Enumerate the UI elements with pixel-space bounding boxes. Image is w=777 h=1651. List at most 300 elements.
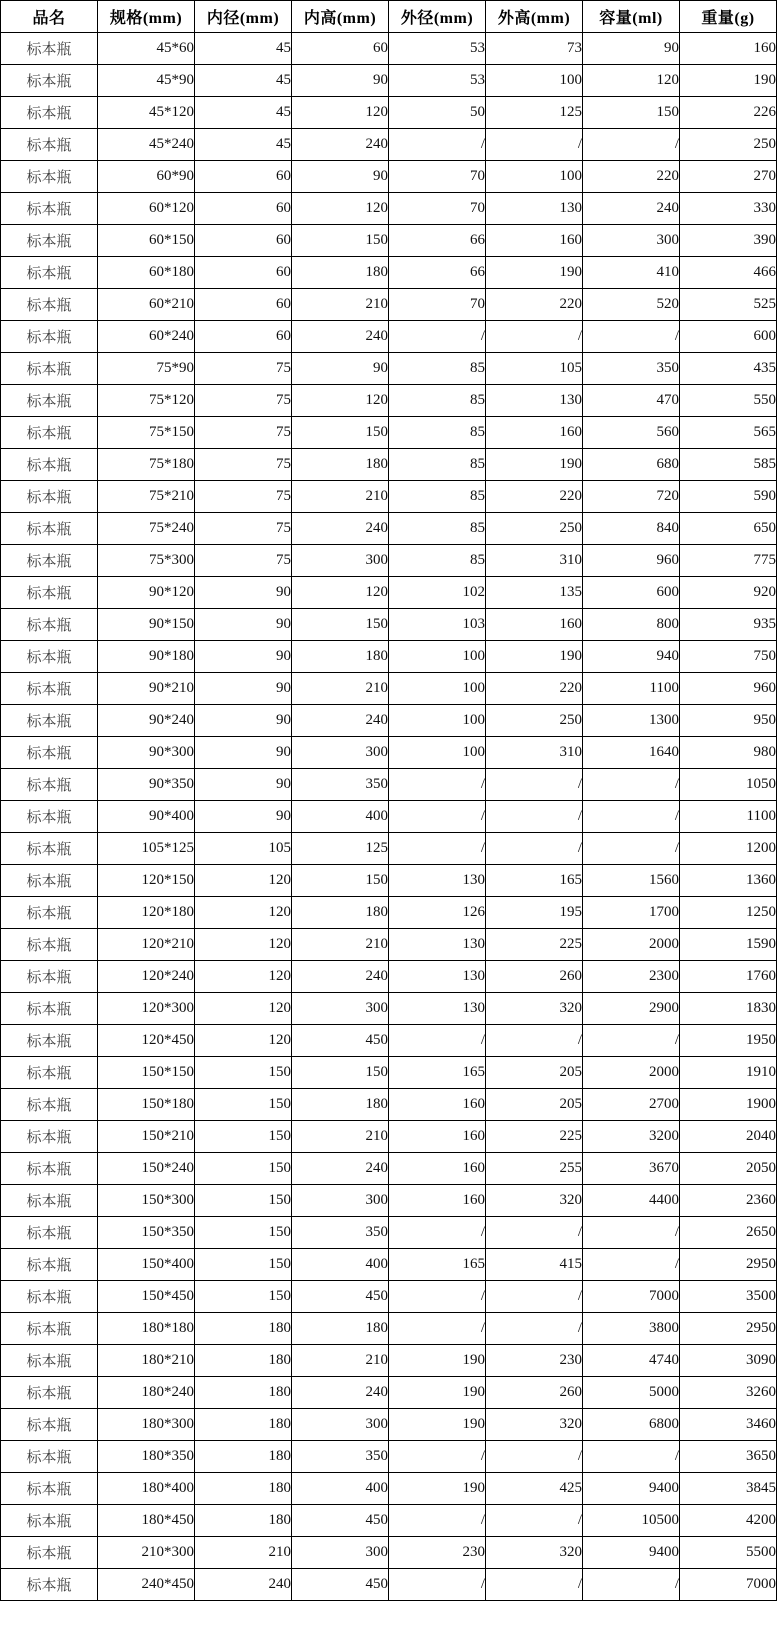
value-cell: 150: [292, 1057, 389, 1089]
value-cell: 210: [195, 1537, 292, 1569]
table-row: [1, 801, 777, 833]
value-cell: 470: [583, 385, 680, 417]
value-cell: 2360: [680, 1185, 777, 1217]
table-row: [1, 1569, 777, 1601]
value-cell: 260: [486, 1377, 583, 1409]
value-cell: 160: [389, 1121, 486, 1153]
table-row: [1, 289, 777, 321]
table-row: [1, 577, 777, 609]
value-cell: 600: [583, 577, 680, 609]
value-cell: 73: [486, 33, 583, 65]
product-name-cell: 标本瓶: [1, 833, 98, 865]
value-cell: 120*180: [98, 897, 195, 929]
value-cell: 565: [680, 417, 777, 449]
value-cell: 205: [486, 1089, 583, 1121]
value-cell: 6800: [583, 1409, 680, 1441]
value-cell: 150*150: [98, 1057, 195, 1089]
value-cell: 120: [195, 961, 292, 993]
value-cell: 450: [292, 1025, 389, 1057]
value-cell: 75*300: [98, 545, 195, 577]
value-cell: 3650: [680, 1441, 777, 1473]
value-cell: /: [486, 1281, 583, 1313]
product-name-cell: 标本瓶: [1, 225, 98, 257]
value-cell: 75: [195, 513, 292, 545]
product-name-cell: 标本瓶: [1, 769, 98, 801]
value-cell: 60: [195, 193, 292, 225]
value-cell: 3090: [680, 1345, 777, 1377]
value-cell: 90: [292, 161, 389, 193]
value-cell: 90: [195, 577, 292, 609]
value-cell: /: [583, 1025, 680, 1057]
value-cell: 2300: [583, 961, 680, 993]
value-cell: 2050: [680, 1153, 777, 1185]
value-cell: 320: [486, 1537, 583, 1569]
value-cell: 75*150: [98, 417, 195, 449]
product-name-cell: 标本瓶: [1, 1377, 98, 1409]
product-name-cell: 标本瓶: [1, 1409, 98, 1441]
value-cell: 45*60: [98, 33, 195, 65]
product-name-cell: 标本瓶: [1, 1441, 98, 1473]
value-cell: 190: [680, 65, 777, 97]
value-cell: 160: [389, 1185, 486, 1217]
value-cell: 60: [195, 289, 292, 321]
table-row: [1, 865, 777, 897]
table-row: [1, 257, 777, 289]
value-cell: 585: [680, 449, 777, 481]
product-name-cell: 标本瓶: [1, 545, 98, 577]
table-row: [1, 1313, 777, 1345]
value-cell: 310: [486, 545, 583, 577]
table-row: [1, 769, 777, 801]
value-cell: 180*180: [98, 1313, 195, 1345]
value-cell: 240: [292, 1377, 389, 1409]
table-row: [1, 513, 777, 545]
value-cell: /: [389, 321, 486, 353]
value-cell: 125: [292, 833, 389, 865]
value-cell: 150*400: [98, 1249, 195, 1281]
value-cell: 180: [292, 897, 389, 929]
value-cell: 180: [195, 1377, 292, 1409]
col-header-inner-height: 内高(mm): [292, 1, 389, 33]
col-header-inner-diameter: 内径(mm): [195, 1, 292, 33]
value-cell: 100: [389, 705, 486, 737]
value-cell: /: [583, 321, 680, 353]
product-name-cell: 标本瓶: [1, 961, 98, 993]
table-row: [1, 321, 777, 353]
value-cell: 180*450: [98, 1505, 195, 1537]
value-cell: 180*210: [98, 1345, 195, 1377]
value-cell: 560: [583, 417, 680, 449]
value-cell: 1200: [680, 833, 777, 865]
value-cell: 300: [292, 545, 389, 577]
product-name-cell: 标本瓶: [1, 257, 98, 289]
value-cell: 66: [389, 225, 486, 257]
value-cell: 130: [486, 193, 583, 225]
value-cell: 300: [292, 993, 389, 1025]
value-cell: /: [389, 801, 486, 833]
table-row: [1, 961, 777, 993]
product-name-cell: 标本瓶: [1, 577, 98, 609]
product-name-cell: 标本瓶: [1, 481, 98, 513]
value-cell: 1360: [680, 865, 777, 897]
value-cell: 120*210: [98, 929, 195, 961]
table-row: [1, 1505, 777, 1537]
value-cell: 300: [292, 737, 389, 769]
value-cell: 250: [486, 513, 583, 545]
value-cell: 120*450: [98, 1025, 195, 1057]
value-cell: 210: [292, 1121, 389, 1153]
product-name-cell: 标本瓶: [1, 993, 98, 1025]
value-cell: 53: [389, 65, 486, 97]
value-cell: 90: [195, 609, 292, 641]
value-cell: /: [389, 1281, 486, 1313]
value-cell: 225: [486, 1121, 583, 1153]
value-cell: 240: [292, 705, 389, 737]
product-name-cell: 标本瓶: [1, 929, 98, 961]
value-cell: /: [583, 1217, 680, 1249]
value-cell: 60: [195, 257, 292, 289]
value-cell: 75: [195, 449, 292, 481]
value-cell: 2650: [680, 1217, 777, 1249]
value-cell: 400: [292, 1249, 389, 1281]
product-name-cell: 标本瓶: [1, 1121, 98, 1153]
value-cell: /: [389, 1313, 486, 1345]
value-cell: 180*350: [98, 1441, 195, 1473]
value-cell: 1050: [680, 769, 777, 801]
value-cell: 300: [583, 225, 680, 257]
value-cell: 120: [195, 865, 292, 897]
value-cell: 150: [195, 1121, 292, 1153]
table-row: [1, 1537, 777, 1569]
value-cell: 90: [292, 65, 389, 97]
product-name-cell: 标本瓶: [1, 641, 98, 673]
value-cell: 90*210: [98, 673, 195, 705]
value-cell: 70: [389, 161, 486, 193]
value-cell: 240: [292, 961, 389, 993]
value-cell: 400: [292, 801, 389, 833]
value-cell: 90: [292, 353, 389, 385]
value-cell: 220: [583, 161, 680, 193]
table-row: [1, 193, 777, 225]
value-cell: /: [486, 1441, 583, 1473]
value-cell: 180: [292, 449, 389, 481]
value-cell: 310: [486, 737, 583, 769]
table-row: [1, 1121, 777, 1153]
value-cell: 240: [195, 1569, 292, 1601]
value-cell: 75*90: [98, 353, 195, 385]
product-name-cell: 标本瓶: [1, 321, 98, 353]
value-cell: /: [486, 129, 583, 161]
value-cell: 45*240: [98, 129, 195, 161]
value-cell: 120: [195, 929, 292, 961]
value-cell: 165: [486, 865, 583, 897]
table-row: [1, 97, 777, 129]
col-header-product: 品名: [1, 1, 98, 33]
value-cell: 980: [680, 737, 777, 769]
value-cell: 45: [195, 129, 292, 161]
table-row: [1, 481, 777, 513]
product-name-cell: 标本瓶: [1, 33, 98, 65]
value-cell: 165: [389, 1057, 486, 1089]
value-cell: 240: [292, 513, 389, 545]
value-cell: 103: [389, 609, 486, 641]
value-cell: 102: [389, 577, 486, 609]
value-cell: 60*240: [98, 321, 195, 353]
value-cell: 590: [680, 481, 777, 513]
value-cell: 160: [486, 609, 583, 641]
value-cell: 180: [195, 1345, 292, 1377]
value-cell: 190: [389, 1473, 486, 1505]
value-cell: 10500: [583, 1505, 680, 1537]
product-name-cell: 标本瓶: [1, 1537, 98, 1569]
value-cell: 70: [389, 289, 486, 321]
value-cell: 3845: [680, 1473, 777, 1505]
value-cell: 100: [389, 641, 486, 673]
value-cell: 90: [195, 705, 292, 737]
product-name-cell: 标本瓶: [1, 1345, 98, 1377]
value-cell: 550: [680, 385, 777, 417]
value-cell: 220: [486, 673, 583, 705]
product-name-cell: 标本瓶: [1, 801, 98, 833]
value-cell: 100: [486, 65, 583, 97]
value-cell: 45*90: [98, 65, 195, 97]
value-cell: 120*240: [98, 961, 195, 993]
value-cell: 520: [583, 289, 680, 321]
value-cell: 240: [583, 193, 680, 225]
col-header-spec: 规格(mm): [98, 1, 195, 33]
value-cell: /: [389, 1505, 486, 1537]
value-cell: 75*180: [98, 449, 195, 481]
value-cell: 150*300: [98, 1185, 195, 1217]
value-cell: 205: [486, 1057, 583, 1089]
value-cell: 525: [680, 289, 777, 321]
value-cell: 720: [583, 481, 680, 513]
value-cell: 90*350: [98, 769, 195, 801]
value-cell: 85: [389, 481, 486, 513]
value-cell: /: [486, 1313, 583, 1345]
value-cell: 7000: [583, 1281, 680, 1313]
value-cell: /: [389, 1217, 486, 1249]
table-row: [1, 929, 777, 961]
product-name-cell: 标本瓶: [1, 1505, 98, 1537]
table-row: [1, 449, 777, 481]
value-cell: 150*350: [98, 1217, 195, 1249]
value-cell: 1830: [680, 993, 777, 1025]
value-cell: 150: [195, 1217, 292, 1249]
value-cell: 350: [583, 353, 680, 385]
value-cell: 90: [195, 769, 292, 801]
product-name-cell: 标本瓶: [1, 1281, 98, 1313]
value-cell: 5500: [680, 1537, 777, 1569]
value-cell: 190: [389, 1409, 486, 1441]
product-name-cell: 标本瓶: [1, 1473, 98, 1505]
value-cell: 940: [583, 641, 680, 673]
value-cell: 85: [389, 545, 486, 577]
value-cell: 60*210: [98, 289, 195, 321]
table-row: [1, 161, 777, 193]
value-cell: 450: [292, 1505, 389, 1537]
product-name-cell: 标本瓶: [1, 385, 98, 417]
value-cell: 800: [583, 609, 680, 641]
table-row: [1, 417, 777, 449]
product-name-cell: 标本瓶: [1, 289, 98, 321]
value-cell: 120: [195, 1025, 292, 1057]
value-cell: 300: [292, 1185, 389, 1217]
value-cell: 1590: [680, 929, 777, 961]
value-cell: 150: [292, 225, 389, 257]
table-row: [1, 1153, 777, 1185]
value-cell: /: [486, 1569, 583, 1601]
product-name-cell: 标本瓶: [1, 1185, 98, 1217]
product-name-cell: 标本瓶: [1, 1025, 98, 1057]
value-cell: 320: [486, 1409, 583, 1441]
value-cell: /: [583, 833, 680, 865]
product-name-cell: 标本瓶: [1, 897, 98, 929]
value-cell: 125: [486, 97, 583, 129]
value-cell: /: [583, 769, 680, 801]
value-cell: 120*150: [98, 865, 195, 897]
value-cell: 2900: [583, 993, 680, 1025]
value-cell: 90*300: [98, 737, 195, 769]
value-cell: /: [486, 1217, 583, 1249]
value-cell: 2040: [680, 1121, 777, 1153]
value-cell: 330: [680, 193, 777, 225]
value-cell: 45: [195, 65, 292, 97]
table-row: [1, 897, 777, 929]
value-cell: 150: [195, 1249, 292, 1281]
value-cell: 450: [292, 1281, 389, 1313]
value-cell: 220: [486, 481, 583, 513]
value-cell: 105*125: [98, 833, 195, 865]
value-cell: 226: [680, 97, 777, 129]
value-cell: 60: [195, 321, 292, 353]
value-cell: 120: [195, 993, 292, 1025]
value-cell: 150: [195, 1185, 292, 1217]
value-cell: 90: [583, 33, 680, 65]
value-cell: 3800: [583, 1313, 680, 1345]
value-cell: 150: [195, 1281, 292, 1313]
value-cell: 210: [292, 673, 389, 705]
value-cell: 190: [486, 641, 583, 673]
value-cell: 3670: [583, 1153, 680, 1185]
value-cell: 126: [389, 897, 486, 929]
value-cell: 600: [680, 321, 777, 353]
value-cell: 150*180: [98, 1089, 195, 1121]
value-cell: 840: [583, 513, 680, 545]
value-cell: 4400: [583, 1185, 680, 1217]
product-name-cell: 标本瓶: [1, 1089, 98, 1121]
table-row: [1, 1345, 777, 1377]
value-cell: /: [389, 1569, 486, 1601]
table-row: [1, 705, 777, 737]
value-cell: 105: [486, 353, 583, 385]
product-name-cell: 标本瓶: [1, 1313, 98, 1345]
value-cell: 230: [389, 1537, 486, 1569]
value-cell: 2700: [583, 1089, 680, 1121]
value-cell: 60*90: [98, 161, 195, 193]
value-cell: 240: [292, 321, 389, 353]
value-cell: 85: [389, 353, 486, 385]
value-cell: 100: [389, 737, 486, 769]
product-name-cell: 标本瓶: [1, 65, 98, 97]
value-cell: 180: [195, 1409, 292, 1441]
value-cell: 220: [486, 289, 583, 321]
value-cell: 2000: [583, 929, 680, 961]
product-name-cell: 标本瓶: [1, 1569, 98, 1601]
value-cell: 210: [292, 929, 389, 961]
value-cell: 350: [292, 769, 389, 801]
value-cell: /: [583, 129, 680, 161]
value-cell: 4200: [680, 1505, 777, 1537]
table-row: [1, 673, 777, 705]
value-cell: 390: [680, 225, 777, 257]
value-cell: 950: [680, 705, 777, 737]
value-cell: 1700: [583, 897, 680, 929]
value-cell: 75*240: [98, 513, 195, 545]
table-row: [1, 1025, 777, 1057]
value-cell: 415: [486, 1249, 583, 1281]
product-name-cell: 标本瓶: [1, 673, 98, 705]
value-cell: 75: [195, 545, 292, 577]
value-cell: 75: [195, 417, 292, 449]
col-header-capacity: 容量(ml): [583, 1, 680, 33]
product-name-cell: 标本瓶: [1, 1217, 98, 1249]
value-cell: 450: [292, 1569, 389, 1601]
value-cell: /: [389, 769, 486, 801]
value-cell: 425: [486, 1473, 583, 1505]
table-row: [1, 737, 777, 769]
value-cell: 150: [195, 1089, 292, 1121]
value-cell: 250: [680, 129, 777, 161]
table-row: [1, 225, 777, 257]
value-cell: 270: [680, 161, 777, 193]
value-cell: 130: [389, 929, 486, 961]
value-cell: /: [486, 833, 583, 865]
value-cell: 75*120: [98, 385, 195, 417]
table-row: [1, 1473, 777, 1505]
value-cell: 180*240: [98, 1377, 195, 1409]
value-cell: 90*400: [98, 801, 195, 833]
value-cell: 130: [389, 961, 486, 993]
value-cell: 180*400: [98, 1473, 195, 1505]
value-cell: 45: [195, 97, 292, 129]
value-cell: 230: [486, 1345, 583, 1377]
value-cell: 90*120: [98, 577, 195, 609]
value-cell: /: [486, 1505, 583, 1537]
value-cell: 160: [389, 1153, 486, 1185]
value-cell: /: [486, 1025, 583, 1057]
table-row: [1, 33, 777, 65]
value-cell: 160: [486, 225, 583, 257]
value-cell: 150: [292, 417, 389, 449]
value-cell: /: [389, 833, 486, 865]
value-cell: /: [486, 321, 583, 353]
value-cell: 45: [195, 33, 292, 65]
value-cell: 2950: [680, 1313, 777, 1345]
value-cell: 3500: [680, 1281, 777, 1313]
value-cell: 190: [389, 1345, 486, 1377]
product-name-cell: 标本瓶: [1, 193, 98, 225]
value-cell: 650: [680, 513, 777, 545]
product-name-cell: 标本瓶: [1, 1249, 98, 1281]
value-cell: 9400: [583, 1537, 680, 1569]
table-row: [1, 1441, 777, 1473]
value-cell: 250: [486, 705, 583, 737]
product-name-cell: 标本瓶: [1, 161, 98, 193]
value-cell: 85: [389, 513, 486, 545]
value-cell: 150*240: [98, 1153, 195, 1185]
product-name-cell: 标本瓶: [1, 417, 98, 449]
